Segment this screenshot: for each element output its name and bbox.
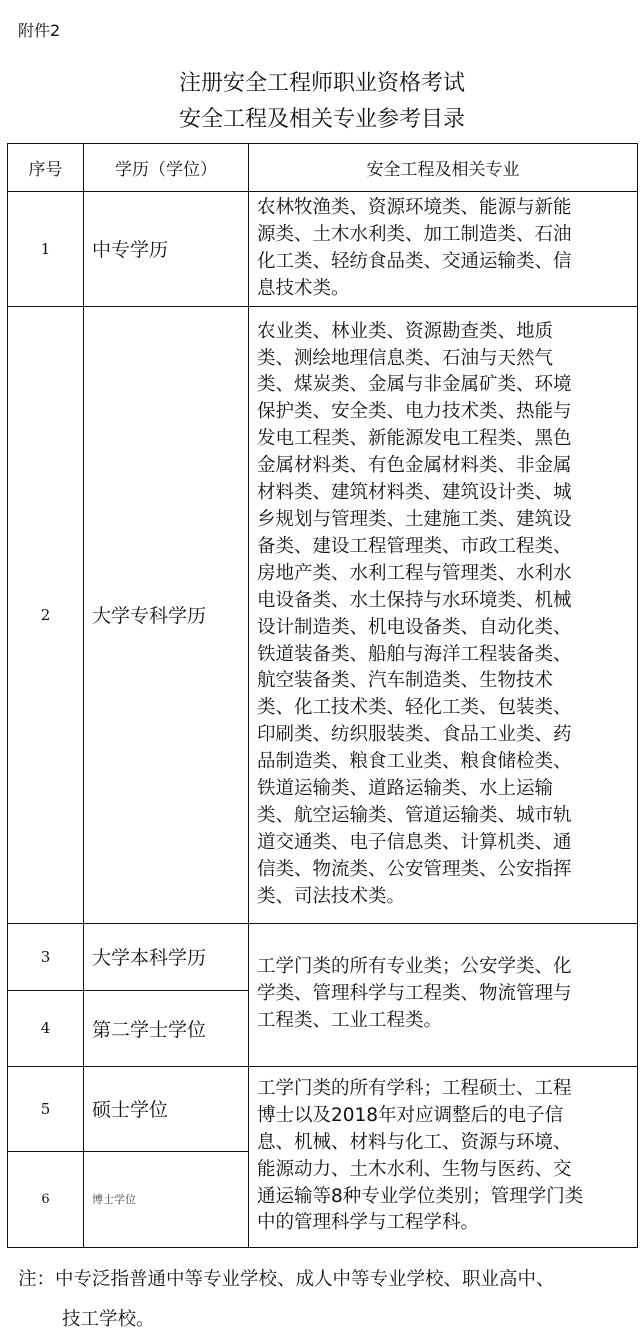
row-number: 1 (8, 192, 84, 307)
table-row (8, 192, 638, 307)
majors-line: 息技术类。 (257, 277, 350, 299)
row-majors (249, 923, 638, 1066)
header-majors: 安全工程及相关专业 (249, 144, 638, 192)
majors-line: 类、煤炭类、金属与非金属矿类、环境 (257, 374, 572, 396)
header-no: 序号 (8, 144, 84, 192)
majors-line: 农业类、林业类、资源勘查类、地质 (257, 320, 554, 342)
majors-line: 类、航空运输类、管道运输类、城市轨 (257, 804, 572, 826)
attachment-label: 附件2 (18, 21, 61, 40)
majors-line: 品制造类、粮食工业类、粮食储检类、 (257, 751, 572, 773)
majors-line: 源类、土木水利类、加工制造类、石油 (257, 223, 572, 245)
majors-line: 通运输等8种专业学位类别；管理学门类 (257, 1185, 584, 1207)
majors-line: 发电工程类、新能源发电工程类、黑色 (257, 428, 572, 450)
row-number: 2 (8, 306, 84, 923)
majors-line: 工学门类的所有学科；工程硕士、工程 (257, 1077, 572, 1099)
table-row (8, 923, 638, 990)
row-degree: 博士学位 (84, 1151, 249, 1247)
row-degree: 中专学历 (84, 192, 249, 307)
note-line-2: 技工学校。 (62, 1309, 155, 1330)
majors-line: 电设备类、水土保持与水环境类、机械 (257, 589, 572, 611)
document-title-line-1: 注册安全工程师职业资格考试 (178, 71, 465, 96)
majors-line: 工程类、工业工程类。 (257, 1010, 443, 1032)
majors-line: 类、化工技术类、轻化工类、包装类、 (257, 697, 572, 719)
majors-line: 材料类、建筑材料类、建筑设计类、城 (257, 482, 572, 504)
row-majors (249, 306, 638, 923)
majors-line: 铁道装备类、船舶与海洋工程装备类、 (257, 643, 572, 665)
majors-line: 能源动力、土木水利、生物与医药、交 (257, 1158, 572, 1180)
majors-line: 航空装备类、汽车制造类、生物技术 (257, 670, 554, 692)
majors-line: 铁道运输类、道路运输类、水上运输 (257, 778, 554, 800)
row-number: 5 (8, 1066, 84, 1151)
majors-line: 工学门类的所有专业类；公安学类、化 (257, 956, 572, 978)
majors-table (7, 143, 638, 1248)
row-number: 3 (8, 923, 84, 990)
majors-line: 类、测绘地理信息类、石油与天然气 (257, 347, 554, 369)
table-row (8, 306, 638, 923)
majors-line: 信类、物流类、公安管理类、公安指挥 (257, 858, 572, 880)
majors-line: 房地产类、水利工程与管理类、水利水 (257, 562, 572, 584)
row-number: 6 (8, 1151, 84, 1247)
majors-line: 化工类、轻纺食品类、交通运输类、信 (257, 250, 572, 272)
majors-line: 设计制造类、机电设备类、自动化类、 (257, 616, 572, 638)
row-majors (249, 1066, 638, 1247)
majors-line: 道交通类、电子信息类、计算机类、通 (257, 831, 572, 853)
table-row (8, 1066, 638, 1151)
row-degree: 第二学士学位 (84, 990, 249, 1066)
majors-line: 学类、管理科学与工程类、物流管理与 (257, 983, 572, 1005)
majors-line: 印刷类、纺织服装类、食品工业类、药 (257, 724, 572, 746)
row-number: 4 (8, 990, 84, 1066)
majors-line: 博士以及2018年对应调整后的电子信 (257, 1104, 564, 1126)
note-line-1: 注：中专泛指普通中等专业学校、成人中等专业学校、职业高中、 (18, 1269, 555, 1290)
row-degree: 大学专科学历 (84, 306, 249, 923)
table-header-row (8, 144, 638, 192)
majors-line: 乡规划与管理类、土建施工类、建筑设 (257, 509, 572, 530)
majors-line: 金属材料类、有色金属材料类、非金属 (257, 455, 572, 477)
row-degree: 硕士学位 (84, 1066, 249, 1151)
row-degree: 大学本科学历 (84, 923, 249, 990)
header-degree: 学历（学位） (84, 144, 249, 192)
majors-line: 保护类、安全类、电力技术类、热能与 (257, 401, 572, 423)
majors-line: 息、机械、材料与化工、资源与环境、 (257, 1131, 572, 1153)
majors-line: 类、司法技术类。 (257, 885, 406, 907)
majors-line: 备类、建设工程管理类、市政工程类、 (257, 535, 572, 557)
majors-line: 农林牧渔类、资源环境类、能源与新能 (257, 197, 572, 218)
majors-line: 中的管理科学与工程学科。 (257, 1212, 480, 1234)
row-majors (249, 192, 638, 307)
document-title-line-2: 安全工程及相关专业参考目录 (178, 107, 465, 132)
